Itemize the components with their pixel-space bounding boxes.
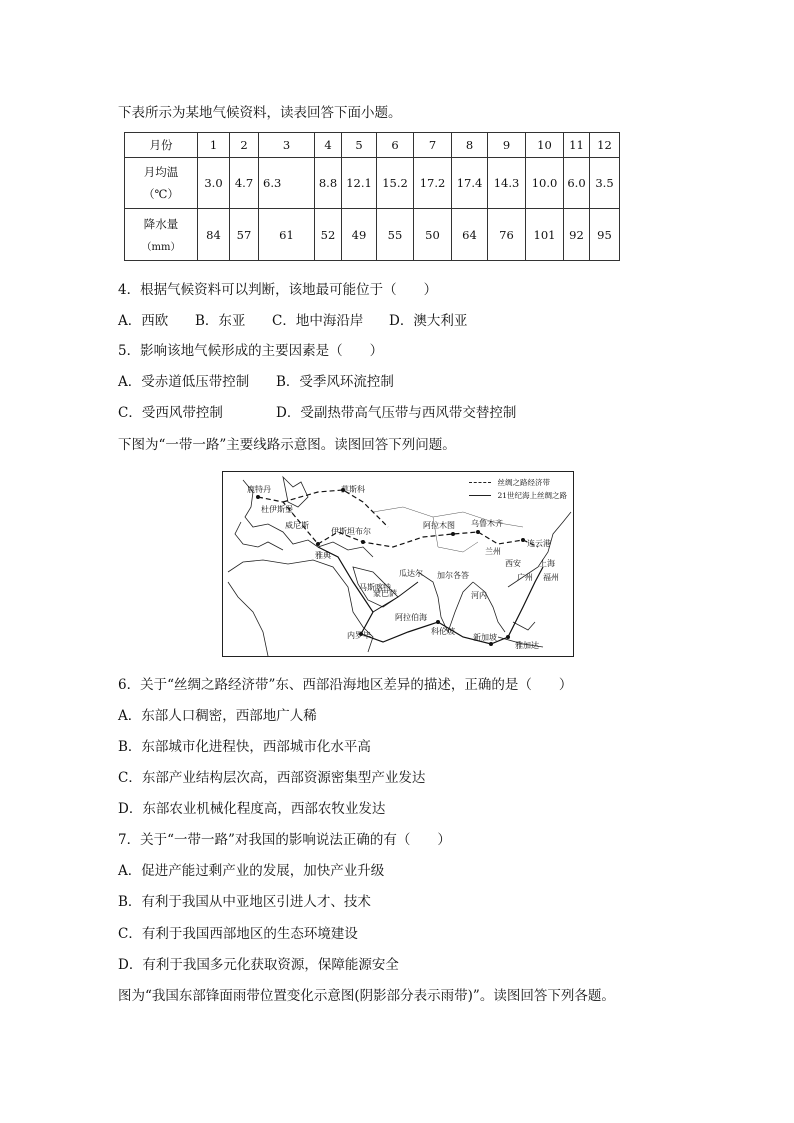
question-5-stem: 5．影响该地气候形成的主要因素是（ ） (118, 343, 384, 359)
month-cell: 8 (452, 133, 488, 158)
temp-cell: 17.4 (452, 158, 488, 209)
city-label: 科伦坡 (431, 627, 455, 636)
temp-cell: 14.3 (488, 158, 526, 209)
temp-cell: 10.0 (526, 158, 564, 209)
climate-table (124, 132, 620, 261)
temp-cell: 3.5 (590, 158, 620, 209)
city-label: 阿拉木图 (423, 521, 455, 530)
legend-silk-road-label: 丝绸之路经济带 (497, 478, 550, 487)
precip-cell: 52 (315, 209, 342, 261)
city-dot (256, 495, 260, 499)
city-label: 加尔各答 (437, 571, 469, 580)
month-cell: 9 (488, 133, 526, 158)
temp-cell: 15.2 (377, 158, 414, 209)
city-dot (521, 538, 525, 542)
city-label: 乌鲁木齐 (471, 519, 503, 528)
city-dot (316, 542, 320, 546)
africa-west (228, 582, 268, 656)
precip-cell: 49 (342, 209, 377, 261)
city-label: 兰州 (485, 547, 501, 556)
intro-text-rain-belt: 图为“我国东部锋面雨带位置变化示意图(阴影部分表示雨带)”。读图回答下列各题。 (118, 988, 615, 1004)
city-dot (436, 620, 440, 624)
month-cell: 1 (198, 133, 230, 158)
city-dot (476, 530, 480, 534)
city-label: 福州 (543, 573, 559, 582)
question-6-option-b: B．东部城市化进程快，西部城市化水平高 (118, 739, 371, 755)
month-cell: 3 (259, 133, 315, 158)
question-7-option-b: B．有利于我国从中亚地区引进人才、技术 (118, 894, 371, 910)
scandinavia (283, 477, 308, 507)
question-7-stem: 7．关于“一带一路”对我国的影响说法正确的有（ ） (118, 832, 451, 848)
temp-label: 月均温 (143, 165, 179, 179)
question-5-option-b: B．受季风环流控制 (276, 374, 394, 390)
intro-text-climate: 下表所示为某地气候资料，读表回答下面小题。 (118, 105, 402, 121)
question-5-option-c: C．受西风带控制 (118, 405, 223, 421)
city-label: 鹿特丹 (247, 485, 271, 494)
city-label: 雅典 (315, 551, 331, 560)
month-cell: 2 (230, 133, 259, 158)
question-4-option-a: A．西欧 (118, 313, 169, 329)
temp-cell: 6.0 (564, 158, 590, 209)
month-cell: 6 (377, 133, 414, 158)
city-label: 广州 (517, 573, 533, 582)
month-cell: 5 (342, 133, 377, 158)
city-label: 连云港 (527, 539, 551, 548)
table-row (125, 133, 620, 158)
city-label: 西安 (505, 559, 521, 568)
city-label: 内罗毕 (347, 631, 371, 640)
question-4-option-b: B．东亚 (195, 313, 246, 329)
city-label: 阿拉伯海 (395, 613, 427, 622)
precip-cell: 92 (564, 209, 590, 261)
precip-label: 降水量 (143, 217, 179, 231)
legend-silk-road (469, 476, 567, 489)
question-6-stem: 6．关于“丝绸之路经济带”东、西部沿海地区差异的描述，正确的是（ ） (118, 677, 573, 693)
table-row (125, 209, 620, 261)
city-label: 上海 (539, 559, 555, 568)
temp-cell: 12.1 (342, 158, 377, 209)
temp-header (125, 158, 198, 209)
city-dot (361, 540, 365, 544)
month-cell: 10 (526, 133, 564, 158)
table-row (125, 158, 620, 209)
temp-unit: （℃） (143, 187, 179, 201)
question-5-option-a: A．受赤道低压带控制 (118, 374, 250, 390)
question-4-option-d: D．澳大利亚 (389, 313, 468, 329)
question-7-option-c: C．有利于我国西部地区的生态环境建设 (118, 926, 358, 942)
temp-cell: 17.2 (414, 158, 452, 209)
belt-road-map (222, 471, 574, 657)
city-label: 伊斯坦布尔 (331, 527, 371, 536)
legend-maritime-label: 21世纪海上丝绸之路 (497, 491, 567, 500)
city-label: 雅加达 (515, 641, 539, 650)
legend-maritime (469, 489, 567, 502)
city-label: 蒙巴萨 (373, 589, 397, 598)
city-dot (506, 635, 510, 639)
city-label: 杜伊斯堡 (261, 505, 293, 514)
question-7-option-d: D．有利于我国多元化获取资源，保障能源安全 (118, 957, 399, 973)
city-label: 瓜达尔 (399, 569, 423, 578)
temp-cell: 3.0 (198, 158, 230, 209)
question-6-option-a: A．东部人口稠密，西部地广人稀 (118, 708, 317, 724)
precip-header (125, 209, 198, 261)
precip-cell: 64 (452, 209, 488, 261)
precip-cell: 101 (526, 209, 564, 261)
city-label: 新加坡 (473, 633, 497, 642)
city-label: 威尼斯 (285, 521, 309, 530)
city-dot (451, 532, 455, 536)
precip-cell: 61 (259, 209, 315, 261)
city-label: 莫斯科 (341, 485, 365, 494)
month-header: 月份 (125, 133, 198, 158)
temp-cell: 6.3 (259, 158, 315, 209)
city-label: 河内 (471, 591, 487, 600)
question-7-option-a: A．促进产能过剩产业的发展，加快产业升级 (118, 863, 385, 879)
temp-cell: 4.7 (230, 158, 259, 209)
temp-cell: 8.8 (315, 158, 342, 209)
india (418, 572, 473, 632)
precip-cell: 55 (377, 209, 414, 261)
month-cell: 11 (564, 133, 590, 158)
month-cell: 7 (414, 133, 452, 158)
question-4-option-c: C．地中海沿岸 (272, 313, 364, 329)
city-label: 马斯喀特 (359, 583, 391, 592)
month-cell: 4 (315, 133, 342, 158)
question-4-stem: 4．根据气候资料可以判断，该地最可能位于（ ） (118, 282, 438, 298)
intro-text-belt-road: 下图为“一带一路”主要线路示意图。读图回答下列问题。 (118, 437, 456, 453)
precip-cell: 57 (230, 209, 259, 261)
map-legend (469, 476, 567, 502)
question-6-option-c: C．东部产业结构层次高，西部资源密集型产业发达 (118, 770, 426, 786)
question-5-option-d: D．受副热带高气压带与西风带交替控制 (276, 405, 517, 421)
precip-cell: 84 (198, 209, 230, 261)
precip-cell: 95 (590, 209, 620, 261)
precip-cell: 50 (414, 209, 452, 261)
precip-cell: 76 (488, 209, 526, 261)
month-cell: 12 (590, 133, 620, 158)
precip-unit: （mm） (141, 242, 181, 253)
question-6-option-d: D．东部农业机械化程度高，西部农牧业发达 (118, 801, 386, 817)
solid-line-icon (469, 495, 491, 496)
dashed-line-icon (469, 482, 491, 483)
